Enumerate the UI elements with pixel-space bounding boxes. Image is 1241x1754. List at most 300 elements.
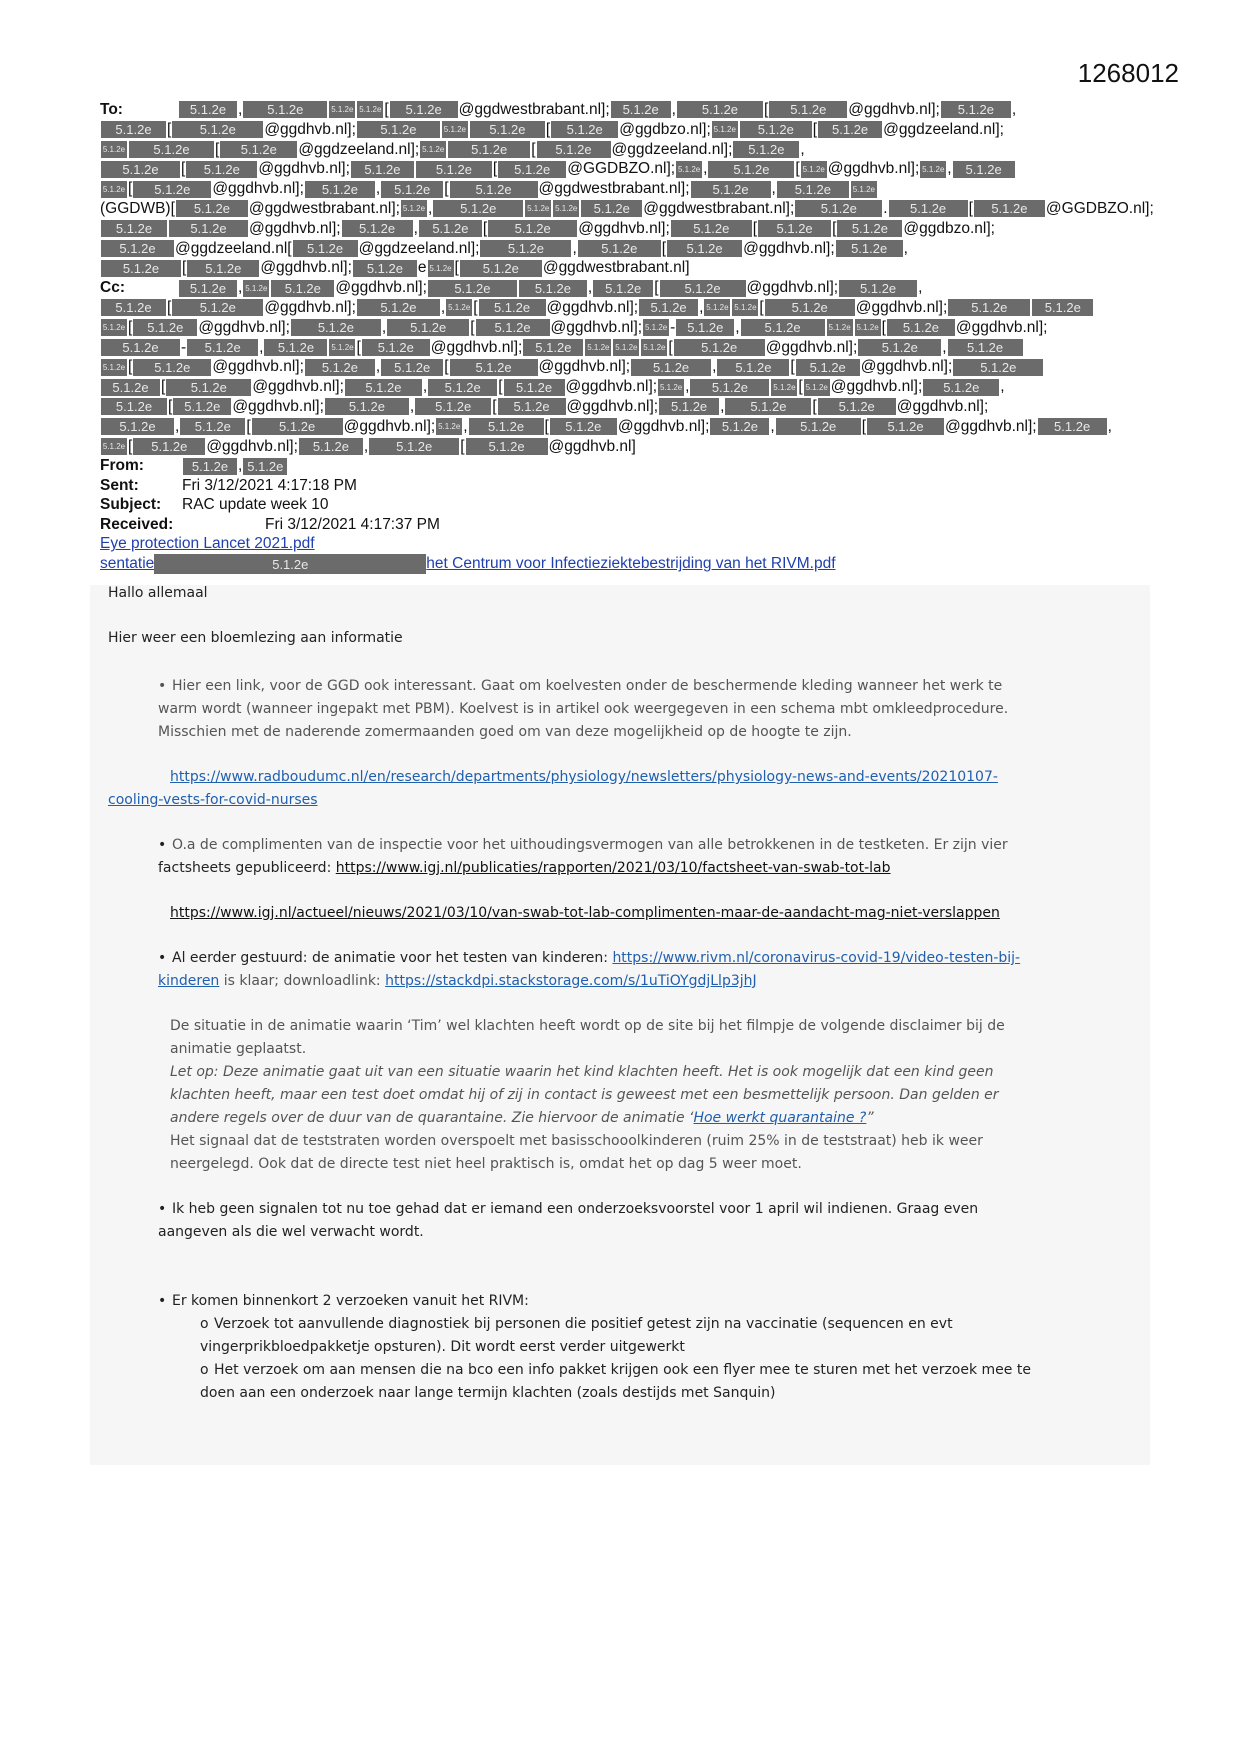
redacted-block: 5.1.2e [357,101,383,118]
recipient-line [100,120,1140,140]
redacted-block: 5.1.2e [704,299,730,316]
email-domain-fragment: [ [473,298,478,316]
redacted-block: 5.1.2e [101,299,166,316]
redacted-block: 5.1.2e [498,398,566,415]
recipient-line [100,357,1140,377]
email-domain-fragment: [ [832,219,837,237]
redacted-block: 5.1.2e [172,121,263,138]
redacted-block: 5.1.2e [551,121,618,138]
email-domain-fragment: @ggdwestbrabant.nl]; [248,199,400,217]
email-domain-fragment: [ [215,140,220,158]
email-domain-fragment: @ggdwestbrabant.nl]; [538,180,690,198]
redacted-block: 5.1.2e [676,319,734,336]
redacted-block: 5.1.2e [953,359,1043,376]
email-domain-fragment: , [175,417,180,435]
redacted-block: 5.1.2e [381,359,443,376]
redacted-block: 5.1.2e [639,299,698,316]
redacted-block: 5.1.2e [818,398,896,415]
redacted-block: 5.1.2e [827,319,853,336]
redacted-block: 5.1.2e [252,418,343,435]
bullet-2-line-1: • O.a de complimenten van de inspectie voor het uithoudingsvermogen van alle betrokkenen in de testketen. Er zijn vier [158,837,1008,853]
redacted-block: 5.1.2e [948,339,1023,356]
email-domain-fragment: [ [167,120,172,138]
recipient-line [100,298,1140,318]
document-number: 1268012 [1077,58,1179,88]
redacted-block: 5.1.2e [243,101,327,118]
email-domain-fragment: , [720,397,725,415]
email-domain-fragment: @ggdhvb.nl]; [746,279,839,297]
email-domain-fragment: @ggdhvb.nl]; [264,120,356,138]
email-domain-fragment: [ [356,338,361,356]
email-domain-fragment: , [363,437,369,455]
download-link[interactable]: https://stackdpi.stackstorage.com/s/1uTiOYgdjLlp3jhJ [385,973,757,989]
email-domain-fragment: [ [968,199,973,217]
email-domain-fragment: [ [128,358,133,376]
email-domain-fragment: @GGDBZO.nl]; [567,160,676,178]
redacted-block: 5.1.2e [581,200,642,217]
email-domain-fragment: @ggdhvb.nl]; [343,417,436,435]
redacted-block: 5.1.2e [765,299,855,316]
redacted-block: 5.1.2e [442,121,468,138]
quote-line-5: andere regels over de duur van de quarantaine. Zie hiervoor de animatie ‘Hoe werkt quarantaine ?” [170,1110,874,1126]
recipient-line [100,417,1140,437]
recipient-label: To: [100,101,123,118]
redacted-block: 5.1.2e [450,181,538,198]
email-domain-fragment: [ [498,378,503,396]
email-domain-fragment: @GGDBZO.nl]; [1045,199,1154,217]
email-domain-fragment: , [942,338,947,356]
email-domain-fragment: [ [812,120,818,138]
email-domain-fragment: [ [668,338,673,356]
email-domain-fragment: @ggdhvb.nl]; [848,101,940,118]
redacted-block: 5.1.2e [401,200,427,217]
redacted-block: 5.1.2e [920,161,946,178]
email-domain-fragment: [ [763,101,769,118]
bullet-3-line-2: kinderen is klaar; downloadlink: https://stackdpi.stackstorage.com/s/1uTiOYgdjLlp3jhJ [158,973,757,989]
recipient-line [100,239,1140,259]
email-domain-fragment: @ggdhvb.nl]; [955,318,1048,336]
redacted-block: 5.1.2e [858,339,941,356]
email-domain-fragment: @ggdwestbrabant.nl]; [643,199,795,217]
redacted-block: 5.1.2e [578,240,661,257]
email-domain-fragment: @ggdhvb.nl]; [550,318,643,336]
redacted-block: 5.1.2e [243,280,269,297]
redacted-block: 5.1.2e [183,458,237,475]
redacted-block: 5.1.2e [387,319,469,336]
redacted-block: 5.1.2e [433,200,523,217]
redacted-block: 5.1.2e [187,339,258,356]
email-domain-fragment: e [417,259,427,277]
igj-factsheet-link[interactable]: https://www.igj.nl/publicaties/rapporten/2021/03/10/factsheet-van-swab-tot-lab [335,860,891,876]
bullet-icon: • [158,1293,167,1309]
email-domain-fragment: , [735,318,740,336]
radboudumc-link-line-2[interactable]: cooling-vests-for-covid-nurses [108,792,318,808]
sent-label: Sent: [100,476,139,494]
redacted-block: 5.1.2e [353,260,417,277]
email-domain-fragment: @ggdhvb.nl]; [565,378,658,396]
redacted-block: 5.1.2e [550,418,617,435]
rivm-video-link[interactable]: https://www.rivm.nl/coronavirus-covid-19/video-testen-bij- [612,950,1021,966]
bullet-1-line-2: warm wordt (wanneer ingepakt met PBM). Koelvest is in artikel ook weergegeven in een schema mbt omkleedprocedure. [158,701,1009,717]
email-domain-fragment: [ [128,180,133,198]
redacted-block: 5.1.2e [101,240,174,257]
redacted-block: 5.1.2e [220,141,297,158]
redacted-block: 5.1.2e [419,220,482,237]
recipient-line [100,100,1140,120]
redacted-block: 5.1.2e [101,438,127,455]
redacted-block: 5.1.2e [717,359,789,376]
radboudumc-link-line-1[interactable]: https://www.radboudumc.nl/en/research/departments/physiology/newsletters/physiology-news-and-events/20210107- [170,769,998,785]
redacted-block: 5.1.2e [796,359,860,376]
email-domain-fragment: , [671,101,676,118]
quote-line-4: klachten heeft, maar een test doet omdat hij of zij in contact is geweest met een besmettelijk persoon. Dan gelden er [170,1087,999,1103]
email-domain-fragment: [ [492,160,498,178]
recipient-line [100,338,1140,358]
email-domain-fragment: . [883,199,888,217]
recipient-line [100,397,1140,417]
email-domain-fragment: , [463,417,468,435]
quote-line-2: animatie geplaatst. [170,1041,307,1057]
redacted-block: 5.1.2e [129,141,214,158]
redacted-block: 5.1.2e [169,220,248,237]
attachment-link-suffix[interactable]: het Centrum voor Infectieziektebestrijding van het RIVM.pdf [426,555,836,573]
redacted-block: 5.1.2e [428,260,454,277]
email-domain-fragment: @ggdzeeland.nl]; [883,120,1004,138]
sent-value: Fri 3/12/2021 4:17:18 PM [182,476,357,494]
bullet-icon: • [158,1201,167,1217]
email-domain-fragment: , [427,199,433,217]
bullet-3-line-1: • Al eerder gestuurd: de animatie voor het testen van kinderen: https://www.rivm.nl/coronavirus-covid-19/video-testen-bij- [158,950,1021,966]
email-domain-fragment: @ggdhvb.nl]; [335,279,427,297]
circle-bullet-icon: o [200,1316,209,1332]
redacted-block: 5.1.2e [176,200,248,217]
redacted-block: 5.1.2e [836,240,903,257]
redacted-block: 5.1.2e [671,220,752,237]
redacted-block: 5.1.2e [342,220,413,237]
recipient-line [100,278,1140,298]
redacted-block: 5.1.2e [488,220,577,237]
circle-bullet-icon: o [200,1362,209,1378]
received-value: Fri 3/12/2021 4:17:37 PM [265,515,440,533]
subject-row [100,495,1140,515]
email-domain-fragment: [ [460,437,465,455]
email-domain-fragment: , [1107,417,1112,435]
email-domain-fragment: [ [444,358,449,376]
redacted-block: 5.1.2e [305,359,375,376]
redacted-block: 5.1.2e [101,379,160,396]
redacted-block: 5.1.2e [390,101,458,118]
bullet-icon: • [158,837,167,853]
email-domain-fragment: [ [161,378,166,396]
redacted-block: 5.1.2e [325,398,409,415]
redacted-block: 5.1.2e [710,418,769,435]
redacted-block: 5.1.2e [725,398,811,415]
redacted-block: 5.1.2e [351,161,414,178]
email-domain-fragment: [ [168,397,173,415]
email-domain-fragment: [ [654,279,659,297]
quote-line-1: De situatie in de animatie waarin ‘Tim’ wel klachten heeft wordt op de site bij het filmpje de volgende disclaimer bij de [170,1018,1005,1034]
redacted-block: 5.1.2e [690,379,769,396]
recipient-line [100,377,1140,397]
bullet-2-line-2: factsheets gepubliceerd: https://www.igj.nl/publicaties/rapporten/2021/03/10/factsheet-van-swab-tot-lab [158,860,891,876]
bullet-4-line-1: • Ik heb geen signalen tot nu toe gehad dat er iemand een onderzoeksvoorstel voor 1 april wil indienen. Graag even [158,1201,979,1217]
redacted-block: 5.1.2e [553,200,579,217]
sub-bullet-2-line-1: o Het verzoek om aan mensen die na bco een info pakket krijgen ook een flyer mee te sturen met het verzoek mee te [200,1362,1031,1378]
redacted-block: 5.1.2e [771,379,797,396]
redacted-block: 5.1.2e [362,339,430,356]
redacted-block: 5.1.2e [329,339,355,356]
redacted-block: 5.1.2e [839,280,917,297]
redacted-block: 5.1.2e [676,161,702,178]
bullet-icon: • [158,678,167,694]
email-domain-fragment: , [587,279,593,297]
redacted-block: 5.1.2e [941,101,1011,118]
redacted-block: 5.1.2e [187,260,259,277]
quote-line-7: neergelegd. Ook dat de directe test niet heel praktisch is, omdat het op dag 5 weer moet. [170,1156,802,1172]
redacted-block: 5.1.2e [415,398,491,415]
attachment-link[interactable]: Eye protection Lancet 2021.pdf [100,535,315,553]
redacted-block: 5.1.2e [305,181,375,198]
quote-line-6: Het signaal dat de teststraten worden overspoelt met basisschooolkinderen (ruim 25% in de teststraat) heb ik weer [170,1133,983,1149]
redacted-block: 5.1.2e [519,280,587,297]
email-domain-fragment: @ggdwestbrabant.nl]; [458,101,610,118]
email-domain-fragment: , [699,298,704,316]
redacted-block: 5.1.2e [1038,418,1107,435]
redacted-block: 5.1.2e [357,121,440,138]
redacted-block: 5.1.2e [133,438,205,455]
email-domain-fragment: [ [384,101,389,118]
redacted-block: 5.1.2e [801,161,827,178]
recipient-line [100,437,1140,457]
redacted-block: 5.1.2e [889,200,968,217]
redacted-block: 5.1.2e [291,319,381,336]
email-domain-fragment: @ggdbzo.nl]; [903,219,995,237]
email-domain-fragment: , [918,279,923,297]
redacted-block: 5.1.2e [469,418,544,435]
recipient-line [100,318,1140,338]
recipient-line [100,179,1140,199]
redacted-block: 5.1.2e [769,101,847,118]
email-domain-fragment: [ [531,140,536,158]
redacted-block: 5.1.2e [299,438,363,455]
email-domain-fragment: , [422,378,428,396]
redacted-block: 5.1.2e [641,339,667,356]
email-domain-fragment: , [947,160,952,178]
email-domain-fragment: , [685,378,690,396]
redacted-block: 5.1.2e [166,379,251,396]
greeting: Hallo allemaal [108,585,208,601]
email-domain-fragment: , [238,279,243,297]
email-domain-fragment: @ggdzeeland.nl[ [175,239,292,257]
redacted-block: 5.1.2e [611,101,671,118]
email-body [90,585,1150,1465]
redacted-block: 5.1.2e [179,101,237,118]
redacted-block: 5.1.2e [381,181,443,198]
bullet-1-line-1: • Hier een link, voor de GGD ook interessant. Gaat om koelvesten onder de beschermende kleding wanneer het werk te [158,678,1003,694]
email-domain-fragment: , [381,318,387,336]
redacted-block: 5.1.2e [420,141,446,158]
email-domain-fragment: , [1000,378,1005,396]
redacted-block: 5.1.2e [133,359,211,376]
redacted-block: 5.1.2e [428,280,517,297]
email-domain-fragment: @ggdbzo.nl]; [619,120,711,138]
email-domain-fragment: [ [128,318,133,336]
email-domain-fragment: , [903,239,908,257]
email-domain-fragment: @ggdhvb.nl]; [258,160,350,178]
email-domain-fragment: @ggdwestbrabant.nl] [542,259,690,277]
redacted-block: 5.1.2e [837,220,902,237]
email-domain-fragment: , [259,338,264,356]
from-label: From: [100,457,144,475]
redacted-block: 5.1.2e [732,299,758,316]
quarantaine-link[interactable]: Hoe werkt quarantaine ? [693,1110,867,1126]
igj-news-link[interactable]: https://www.igj.nl/actueel/nieuws/2021/03/10/van-swab-tot-lab-complimenten-maar-de-aandacht-mag-niet-verslappen [170,905,1000,921]
email-domain-fragment: @ggdhvb.nl]; [765,338,858,356]
email-domain-fragment: @ggdhvb.nl]; [896,397,989,415]
redacted-block: 5.1.2e [101,339,180,356]
redacted-block: 5.1.2e [101,141,127,158]
email-domain-fragment: [ [167,298,172,316]
email-domain-fragment: , [572,239,577,257]
email-domain-fragment: @ggdhvb.nl]; [743,239,835,257]
redacted-block: 5.1.2e [818,121,882,138]
email-domain-fragment: , [703,160,708,178]
redacted-block: 5.1.2e [179,280,237,297]
redacted-block: 5.1.2e [733,141,799,158]
redacted-block: 5.1.2e [101,418,174,435]
redacted-block: 5.1.2e [172,299,263,316]
email-domain-fragment: [ [492,397,497,415]
email-domain-fragment: , [409,397,415,415]
recipient-line [100,258,1140,278]
received-row [100,515,1140,535]
email-domain-fragment: [ [444,180,449,198]
email-domain-fragment: [ [798,378,803,396]
email-domain-fragment: - [181,338,187,356]
email-domain-fragment: [ [482,219,488,237]
redacted-block: 5.1.2e [740,121,812,138]
email-domain-fragment: [ [470,318,475,336]
email-domain-fragment: @ggdzeeland.nl]; [611,140,733,158]
redacted-block: 5.1.2e [466,438,548,455]
email-domain-fragment: , [712,358,717,376]
redacted-block: 5.1.2e [101,398,167,415]
redacted-block: 5.1.2e [133,319,197,336]
email-domain-fragment: @ggdhvb.nl]; [430,338,523,356]
redacted-block: 5.1.2e [667,240,742,257]
redacted-block: 5.1.2e [293,240,358,257]
redacted-block: 5.1.2e [677,101,763,118]
email-domain-fragment: [ [182,259,187,277]
email-domain-fragment: @ggdhvb.nl]; [264,298,356,316]
redacted-block: 5.1.2e [851,181,877,198]
redacted-block: 5.1.2e [154,554,426,574]
redacted-block: 5.1.2e [448,141,530,158]
redacted-block: 5.1.2e [101,319,127,336]
redacted-block: 5.1.2e [264,339,327,356]
redacted-block: 5.1.2e [708,161,794,178]
cc-recipients [100,278,1140,456]
email-domain-fragment: @ggdhvb.nl]; [578,219,670,237]
redacted-block: 5.1.2e [974,200,1045,217]
received-label: Received: [100,515,174,533]
recipient-line [100,199,1154,219]
redacted-block: 5.1.2e [953,161,1015,178]
redacted-block: 5.1.2e [180,418,245,435]
bullet-1-line-3: Misschien met de naderende zomermaanden goed om van deze mogelijkheid op de hoogte te zijn. [158,724,852,740]
email-domain-fragment: [ [790,358,795,376]
sub-bullet-1-line-1: o Verzoek tot aanvullende diagnostiek bij personen die positief getest zijn na vaccinatie (sequencen en evt [200,1316,953,1332]
email-domain-fragment: @ggdzeeland.nl]; [358,239,480,257]
redacted-block: 5.1.2e [357,299,440,316]
redacted-block: 5.1.2e [369,438,459,455]
redacted-block: 5.1.2e [795,200,882,217]
redacted-block: 5.1.2e [416,161,492,178]
email-domain-fragment: @ggdhvb.nl]; [538,358,631,376]
quote-line-3: Let op: Deze animatie gaat uit van een situatie waarin het kind klachten heeft. Het is ook mogelijk dat een kind geen [170,1064,994,1080]
email-domain-fragment: @ggdhvb.nl]; [198,318,290,336]
email-domain-fragment: @ggdhvb.nl] [548,437,636,455]
intro: Hier weer een bloemlezing aan informatie [108,630,403,646]
email-domain-fragment: [ [128,437,133,455]
email-domain-fragment: , [375,180,381,198]
redacted-block: 5.1.2e [1032,299,1093,316]
redacted-block: 5.1.2e [658,379,684,396]
email-domain-fragment: [ [861,417,867,435]
sent-row [100,476,1140,496]
redacted-block: 5.1.2e [345,379,422,396]
redacted-block: 5.1.2e [271,280,334,297]
email-domain-fragment: @ggdhvb.nl]; [249,219,341,237]
redacted-block: 5.1.2e [436,418,462,435]
redacted-block: 5.1.2e [923,379,999,396]
recipient-label: Cc: [100,279,125,297]
redacted-block: 5.1.2e [867,418,944,435]
redacted-block: 5.1.2e [101,161,180,178]
redacted-block: 5.1.2e [948,299,1030,316]
email-header [100,100,1154,574]
redacted-block: 5.1.2e [593,280,653,297]
sub-bullet-1-line-2: vingerprikbloedpakketje opsturen). Dit wordt eerst verder uitgewerkt [200,1339,685,1355]
email-domain-fragment: @ggdhvb.nl]; [855,298,948,316]
email-domain-fragment: @ggdhvb.nl]; [827,160,920,178]
redacted-block: 5.1.2e [186,161,257,178]
email-domain-fragment: @ggdhvb.nl]; [860,358,953,376]
email-domain-fragment: @ggdhvb.nl]; [566,397,659,415]
email-domain-fragment: , [375,358,381,376]
email-domain-fragment: @ggdhvb.nl]; [212,180,304,198]
email-domain-fragment: [ [544,417,549,435]
bullet-5-line-1: • Er komen binnenkort 2 verzoeken vanuit het RIVM: [158,1293,529,1309]
attachment-link-prefix[interactable]: sentatie [100,555,155,573]
email-domain-fragment: [ [181,160,186,178]
redacted-block: 5.1.2e [613,339,639,356]
email-domain-fragment: @ggdhvb.nl]; [546,298,639,316]
redacted-block: 5.1.2e [741,319,825,336]
email-domain-fragment: [ [812,397,817,415]
rivm-video-link-cont[interactable]: kinderen [158,973,220,989]
email-domain-fragment: @ggdzeeland.nl]; [298,140,420,158]
redacted-block: 5.1.2e [133,181,211,198]
from-row: From: 5.1.2e , 5.1.2e [100,456,1140,476]
redacted-block: 5.1.2e [428,379,497,396]
redacted-block: 5.1.2e [523,339,583,356]
to-recipients [100,100,1154,278]
redacted-block: 5.1.2e [101,121,166,138]
redacted-block: 5.1.2e [887,319,955,336]
subject-label: Subject: [100,496,162,514]
email-domain-fragment: - [670,318,676,336]
